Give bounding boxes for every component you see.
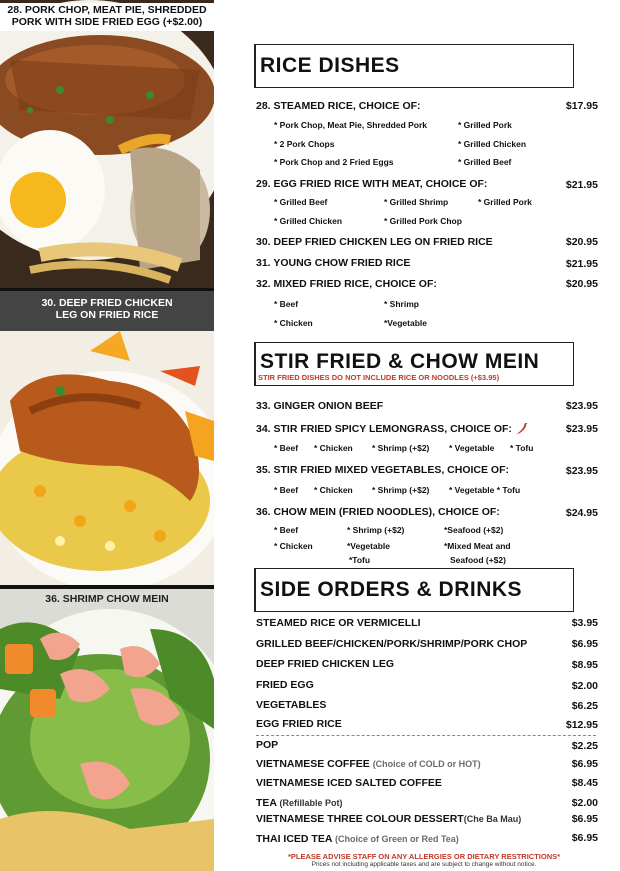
menu-item-33-name: 33. GINGER ONION BEEF xyxy=(256,400,384,412)
menu-item-34-price: $23.95 xyxy=(565,423,598,435)
photo-fried-chicken-leg xyxy=(0,291,214,585)
item-32-option: * Chicken xyxy=(274,318,313,328)
side-item-price: $12.95 xyxy=(565,719,598,731)
item-36-option: *Seafood (+$2) xyxy=(444,525,504,535)
drink-item-name: POP xyxy=(256,739,279,751)
stir-fried-title: STIR FRIED & CHOW MEIN xyxy=(260,350,540,373)
side-orders-header xyxy=(254,568,574,612)
item-34-option: * Beef xyxy=(274,443,299,453)
drink-item-price: $6.95 xyxy=(571,832,598,844)
item-28-option: * Pork Chop and 2 Fried Eggs xyxy=(274,157,394,167)
item-34-option: * Tofu xyxy=(510,443,534,453)
photo2-caption-line2: LEG ON FRIED RICE xyxy=(55,309,159,321)
drink-item-note: (Che Ba Mau) xyxy=(463,814,522,824)
side-item-price: $6.95 xyxy=(571,638,598,650)
menu-item-29-price: $21.95 xyxy=(565,179,598,191)
photo3-caption: 36. SHRIMP CHOW MEIN xyxy=(45,593,169,605)
menu-item-30-name: 30. DEEP FRIED CHICKEN LEG ON FRIED RICE xyxy=(256,236,493,248)
drink-item-name xyxy=(256,813,521,825)
item-35-option: * Shrimp (+$2) xyxy=(372,485,430,495)
side-item-name: DEEP FRIED CHICKEN LEG xyxy=(256,658,395,670)
menu-item-32-name: 32. MIXED FRIED RICE, CHOICE OF: xyxy=(256,278,437,290)
item-34-option: * Shrimp (+$2) xyxy=(372,443,430,453)
item-29-option: * Grilled Pork Chop xyxy=(384,216,462,226)
side-item-price: $2.00 xyxy=(571,680,598,692)
side-item-name: STEAMED RICE OR VERMICELLI xyxy=(256,617,421,629)
item-34-option: * Vegetable xyxy=(449,443,495,453)
side-item-price: $3.95 xyxy=(571,617,598,629)
photo-shrimp-chow-mein xyxy=(0,589,214,871)
side-item-name: VEGETABLES xyxy=(256,699,327,711)
item-29-option: * Grilled Beef xyxy=(274,197,328,207)
item-28-option: * Grilled Chicken xyxy=(458,139,527,149)
drink-item-price: $6.95 xyxy=(571,813,598,825)
drink-item-note: (Choice of Green or Red Tea) xyxy=(334,834,459,844)
side-item-price: $8.95 xyxy=(571,659,598,671)
menu-item-29-name: 29. EGG FRIED RICE WITH MEAT, CHOICE OF: xyxy=(256,178,488,190)
drink-item-note: (Choice of COLD or HOT) xyxy=(372,759,481,769)
drink-item-label: TEA xyxy=(256,797,280,809)
item-35-option: * Vegetable * Tofu xyxy=(449,485,521,495)
drink-item-name: VIETNAMESE ICED SALTED COFFEE xyxy=(256,777,442,789)
chili-pepper-icon xyxy=(516,423,528,435)
item-32-option: * Shrimp xyxy=(384,299,419,309)
item-35-option: * Beef xyxy=(274,485,299,495)
item-36-option: *Tofu xyxy=(349,555,371,565)
tax-notice: Prices not including applicable taxes and are subject to change without notice. xyxy=(311,861,537,868)
item-29-option: * Grilled Chicken xyxy=(274,216,343,226)
item-28-option: * 2 Pork Chops xyxy=(274,139,335,149)
drink-item-name xyxy=(256,797,343,809)
item-28-option: * Grilled Pork xyxy=(458,120,512,130)
side-item-name: EGG FRIED RICE xyxy=(256,718,342,730)
rice-dishes-header xyxy=(254,44,574,88)
item-28-option: * Pork Chop, Meat Pie, Shredded Pork xyxy=(274,120,428,130)
menu-item-28-name: 28. STEAMED RICE, CHOICE OF: xyxy=(256,100,421,112)
menu-item-28-price: $17.95 xyxy=(565,100,598,112)
photo1-caption: 28. PORK CHOP, MEAT PIE, SHREDDED PORK WITH SIDE FRIED EGG (+$2.00) xyxy=(0,3,214,31)
side-orders-title: SIDE ORDERS & DRINKS xyxy=(260,578,523,601)
side-item-name: FRIED EGG xyxy=(256,679,314,691)
photo-column xyxy=(0,0,214,871)
drink-item-price: $6.95 xyxy=(571,758,598,770)
stir-fried-header xyxy=(254,342,574,386)
drink-item-label: THAI ICED TEA xyxy=(256,833,335,845)
item-29-option: * Grilled Shrimp xyxy=(384,197,449,207)
menu-item-34-label: 34. STIR FRIED SPICY LEMONGRASS, CHOICE OF: xyxy=(256,423,512,435)
item-29-option: * Grilled Pork xyxy=(478,197,532,207)
item-28-option: * Grilled Beef xyxy=(458,157,512,167)
side-item-price: $6.25 xyxy=(571,700,598,712)
drink-item-price: $2.00 xyxy=(571,797,598,809)
item-36-option: * Chicken xyxy=(274,541,313,551)
drink-item-price: $8.45 xyxy=(571,777,598,789)
item-35-option: * Chicken xyxy=(314,485,353,495)
drink-item-note: (Refillable Pot) xyxy=(279,798,343,808)
rice-dishes-title: RICE DISHES xyxy=(260,54,400,77)
menu-item-36-price: $24.95 xyxy=(565,507,598,519)
menu-item-30-price: $20.95 xyxy=(565,236,598,248)
side-item-name: GRILLED BEEF/CHICKEN/PORK/SHRIMP/PORK CHOP xyxy=(256,638,528,650)
item-36-option: Seafood (+$2) xyxy=(450,555,506,565)
drink-item-price: $2.25 xyxy=(571,740,598,752)
menu-item-35-price: $23.95 xyxy=(565,465,598,477)
drink-item-label: VIETNAMESE COFFEE xyxy=(256,758,373,770)
drink-item-label: VIETNAMESE THREE COLOUR DESSERT xyxy=(256,813,464,825)
menu-item-31-price: $21.95 xyxy=(565,258,598,270)
item-36-option: *Vegetable xyxy=(347,541,390,551)
item-36-option: *Mixed Meat and xyxy=(444,541,511,551)
item-32-option: * Beef xyxy=(274,299,299,309)
photo2-caption-line1: 30. DEEP FRIED CHICKEN xyxy=(41,297,173,309)
allergy-notice: *PLEASE ADVISE STAFF ON ANY ALLERGIES OR DIETARY RESTRICTIONS* xyxy=(287,852,561,861)
item-34-option: * Chicken xyxy=(314,443,353,453)
item-32-option: *Vegetable xyxy=(384,318,427,328)
menu-item-31-name: 31. YOUNG CHOW FRIED RICE xyxy=(256,257,411,269)
item-36-option: * Beef xyxy=(274,525,299,535)
menu-item-36-name: 36. CHOW MEIN (FRIED NOODLES), CHOICE OF: xyxy=(256,506,500,518)
photo2-caption xyxy=(0,297,214,321)
photo-pork-chop-rice xyxy=(0,0,214,288)
menu-item-32-price: $20.95 xyxy=(565,278,598,290)
section-divider xyxy=(256,735,596,736)
menu-item-33-price: $23.95 xyxy=(565,400,598,412)
drink-item-name xyxy=(256,758,481,770)
menu-item-34-name xyxy=(256,423,528,435)
menu-item-35-name: 35. STIR FRIED MIXED VEGETABLES, CHOICE OF: xyxy=(256,464,509,476)
stir-fried-note: STIR FRIED DISHES DO NOT INCLUDE RICE OR NOODLES (+$3.95) xyxy=(258,373,500,382)
drink-item-name xyxy=(256,833,459,845)
item-36-option: * Shrimp (+$2) xyxy=(347,525,405,535)
